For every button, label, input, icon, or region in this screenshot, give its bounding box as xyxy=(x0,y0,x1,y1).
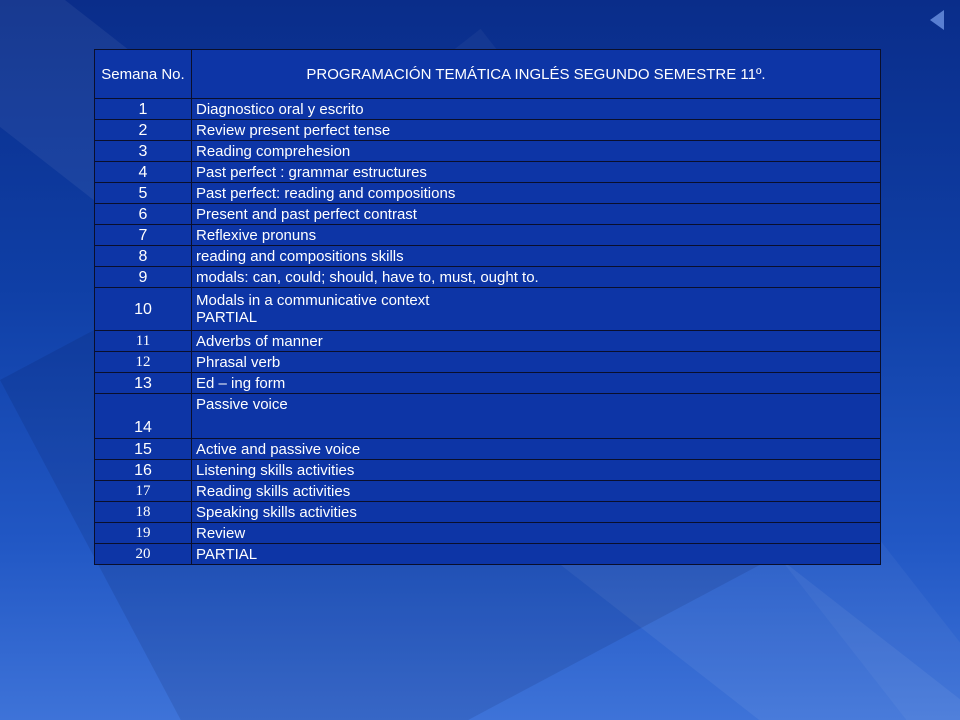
table-row xyxy=(95,288,881,331)
table-row xyxy=(95,481,881,502)
topic-cell: Active and passive voice xyxy=(192,439,881,460)
week-number: 7 xyxy=(95,225,192,246)
week-number: 10 xyxy=(95,288,192,331)
week-number: 8 xyxy=(95,246,192,267)
week-number: 9 xyxy=(95,267,192,288)
week-number: 1 xyxy=(95,99,192,120)
topic-cell: Reading comprehesion xyxy=(192,141,881,162)
week-number: 2 xyxy=(95,120,192,141)
table-row xyxy=(95,373,881,394)
week-number: 17 xyxy=(95,481,192,502)
table-row xyxy=(95,394,881,439)
table-row xyxy=(95,352,881,373)
table-row xyxy=(95,162,881,183)
week-number: 20 xyxy=(95,544,192,565)
week-number: 14 xyxy=(95,394,192,439)
table-row xyxy=(95,544,881,565)
week-number: 6 xyxy=(95,204,192,225)
table-row xyxy=(95,523,881,544)
week-number: 18 xyxy=(95,502,192,523)
topic-cell: Present and past perfect contrast xyxy=(192,204,881,225)
table-row xyxy=(95,204,881,225)
topic-cell: Speaking skills activities xyxy=(192,502,881,523)
table-row xyxy=(95,267,881,288)
table-row xyxy=(95,120,881,141)
topic-cell: Reflexive pronuns xyxy=(192,225,881,246)
topic-cell: Adverbs of manner xyxy=(192,331,881,352)
topic-cell: Review xyxy=(192,523,881,544)
week-number: 16 xyxy=(95,460,192,481)
schedule-table xyxy=(94,49,881,565)
topic-cell: reading and compositions skills xyxy=(192,246,881,267)
topic-cell: Past perfect : grammar estructures xyxy=(192,162,881,183)
topic-cell: Ed – ing form xyxy=(192,373,881,394)
table-row xyxy=(95,99,881,120)
week-number: 12 xyxy=(95,352,192,373)
topic-cell xyxy=(192,288,881,331)
topic-cell: Phrasal verb xyxy=(192,352,881,373)
topic-cell: Reading skills activities xyxy=(192,481,881,502)
week-number: 13 xyxy=(95,373,192,394)
topic-line: Modals in a communicative context xyxy=(196,292,430,309)
topic-cell: PARTIAL xyxy=(192,544,881,565)
table-header-row xyxy=(95,50,881,99)
table-title: PROGRAMACIÓN TEMÁTICA INGLÉS SEGUNDO SEMESTRE 11º. xyxy=(192,50,881,99)
table-row xyxy=(95,331,881,352)
table-row xyxy=(95,246,881,267)
topic-cell: Past perfect: reading and compositions xyxy=(192,183,881,204)
topic-cell: Listening skills activities xyxy=(192,460,881,481)
topic-cell: modals: can, could; should, have to, must, ought to. xyxy=(192,267,881,288)
partial-label: PARTIAL xyxy=(196,309,258,326)
table-row xyxy=(95,460,881,481)
week-number: 4 xyxy=(95,162,192,183)
week-number: 3 xyxy=(95,141,192,162)
table-row xyxy=(95,502,881,523)
table-row xyxy=(95,225,881,246)
table-row xyxy=(95,141,881,162)
topic-cell: Diagnostico oral y escrito xyxy=(192,99,881,120)
week-number: 15 xyxy=(95,439,192,460)
week-number: 19 xyxy=(95,523,192,544)
week-column-header: Semana No. xyxy=(95,50,192,99)
table-row xyxy=(95,439,881,460)
table-row xyxy=(95,183,881,204)
topic-cell: Passive voice xyxy=(192,394,881,439)
slide-arrow-icon xyxy=(930,10,944,30)
week-number: 11 xyxy=(95,331,192,352)
week-number: 5 xyxy=(95,183,192,204)
topic-cell: Review present perfect tense xyxy=(192,120,881,141)
